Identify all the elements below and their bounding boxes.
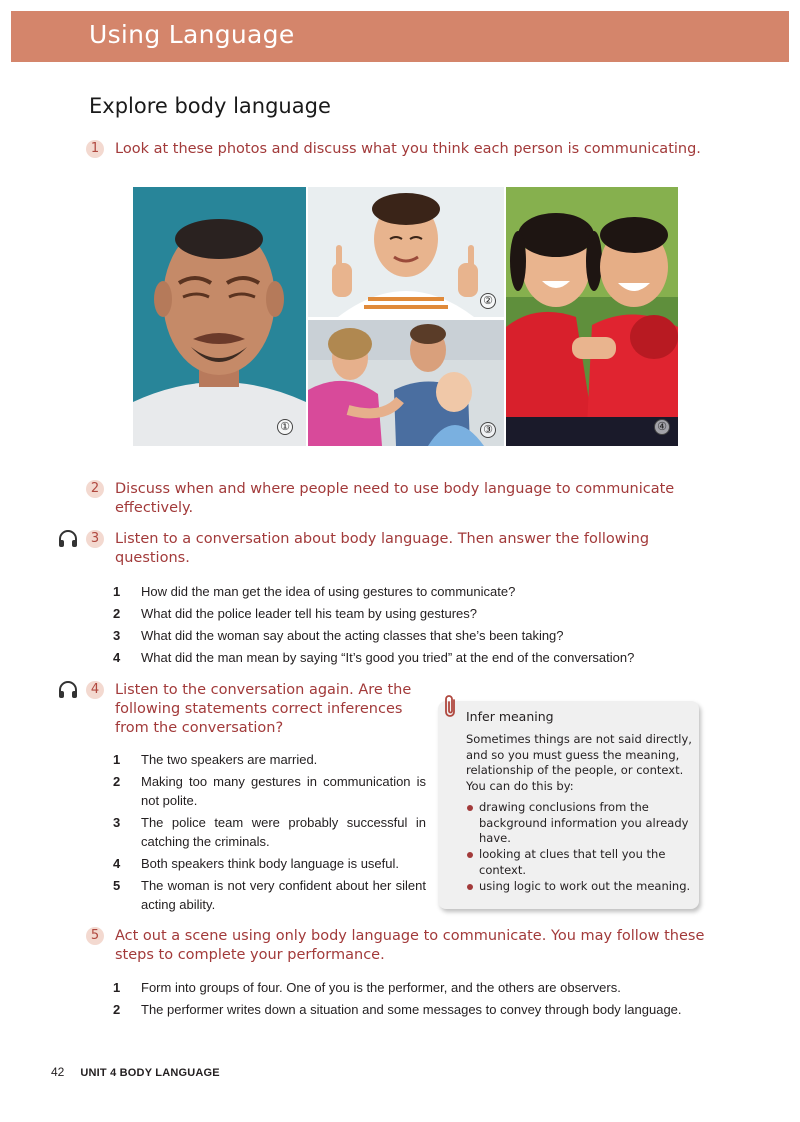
photo-label-1: ① [277, 419, 293, 435]
list-item: 1 How did the man get the idea of using gestures to communicate? [113, 584, 516, 599]
task-1 [86, 140, 706, 159]
photo-grimacing-man [133, 187, 306, 446]
photo-label-2: ② [480, 293, 496, 309]
task-number: 4 [86, 681, 104, 699]
list-item: 2 Making too many gestures in communication is not polite. [113, 774, 426, 808]
task-5 [86, 927, 706, 965]
task-number: 3 [86, 530, 104, 548]
task-instruction: Listen to the conversation again. Are the following statements correct inferences from the conversation? [115, 682, 412, 736]
unit-label: UNIT 4 BODY LANGUAGE [80, 1067, 220, 1079]
photo-boy-crossed-fingers [308, 187, 504, 317]
section-title: Explore body language [89, 94, 331, 118]
list-item: 5 The woman is not very confident about her silent acting ability. [113, 878, 426, 912]
task-instruction: Listen to a conversation about body language. Then answer the following questions. [115, 531, 650, 566]
question-list [113, 582, 713, 670]
list-item: 3 What did the woman say about the acting classes that she’s been taking? [113, 628, 564, 643]
photo-collage [133, 187, 678, 446]
headphones-icon[interactable] [58, 530, 78, 548]
paperclip-icon [442, 694, 460, 720]
task-number: 1 [86, 140, 104, 158]
photo-label-4: ④ [654, 419, 670, 435]
header-title: Using Language [89, 20, 295, 49]
task-number: 5 [86, 927, 104, 945]
task-number: 2 [86, 480, 104, 498]
task-instruction: Look at these photos and discuss what you think each person is communicating. [115, 141, 701, 157]
list-item: using logic to work out the meaning. [466, 879, 692, 895]
headphones-icon[interactable] [58, 681, 78, 699]
list-item: looking at clues that tell you the context. [466, 847, 692, 878]
task-instruction: Discuss when and where people need to use body language to communicate effectively. [115, 481, 675, 516]
list-item: 2 What did the police leader tell his team by using gestures? [113, 606, 478, 621]
list-item: drawing conclusions from the background information you already have. [466, 800, 692, 847]
statement-list [113, 750, 426, 917]
photo-smiling-children [506, 187, 678, 446]
task-4 [86, 681, 416, 738]
task-3 [86, 530, 666, 568]
page-footer [51, 1065, 220, 1079]
list-item: 3 The police team were probably successful in catching the criminals. [113, 815, 426, 849]
task-2 [86, 480, 706, 518]
page-number: 42 [51, 1065, 65, 1079]
list-item: 4 Both speakers think body language is useful. [113, 856, 400, 871]
tip-bullets [466, 800, 692, 895]
list-item: 1 Form into groups of four. One of you is the performer, and the others are observers. [113, 980, 621, 995]
tip-body: Sometimes things are not said directly, and so you must guess the meaning, relationship of the people, or context. You can do this by: [466, 732, 692, 793]
list-item: 2 The performer writes down a situation and some messages to convey through body language. [113, 1002, 682, 1017]
photo-label-3: ③ [480, 422, 496, 438]
list-item: 4 What did the man mean by saying “It’s good you tried” at the end of the conversation? [113, 650, 635, 665]
photo-family [308, 320, 504, 446]
header-banner [11, 11, 789, 62]
task-instruction: Act out a scene using only body language to communicate. You may follow these steps to complete your performance. [115, 928, 705, 963]
step-list [113, 978, 700, 1022]
list-item: 1 The two speakers are married. [113, 752, 318, 767]
tip-title: Infer meaning [466, 709, 554, 724]
